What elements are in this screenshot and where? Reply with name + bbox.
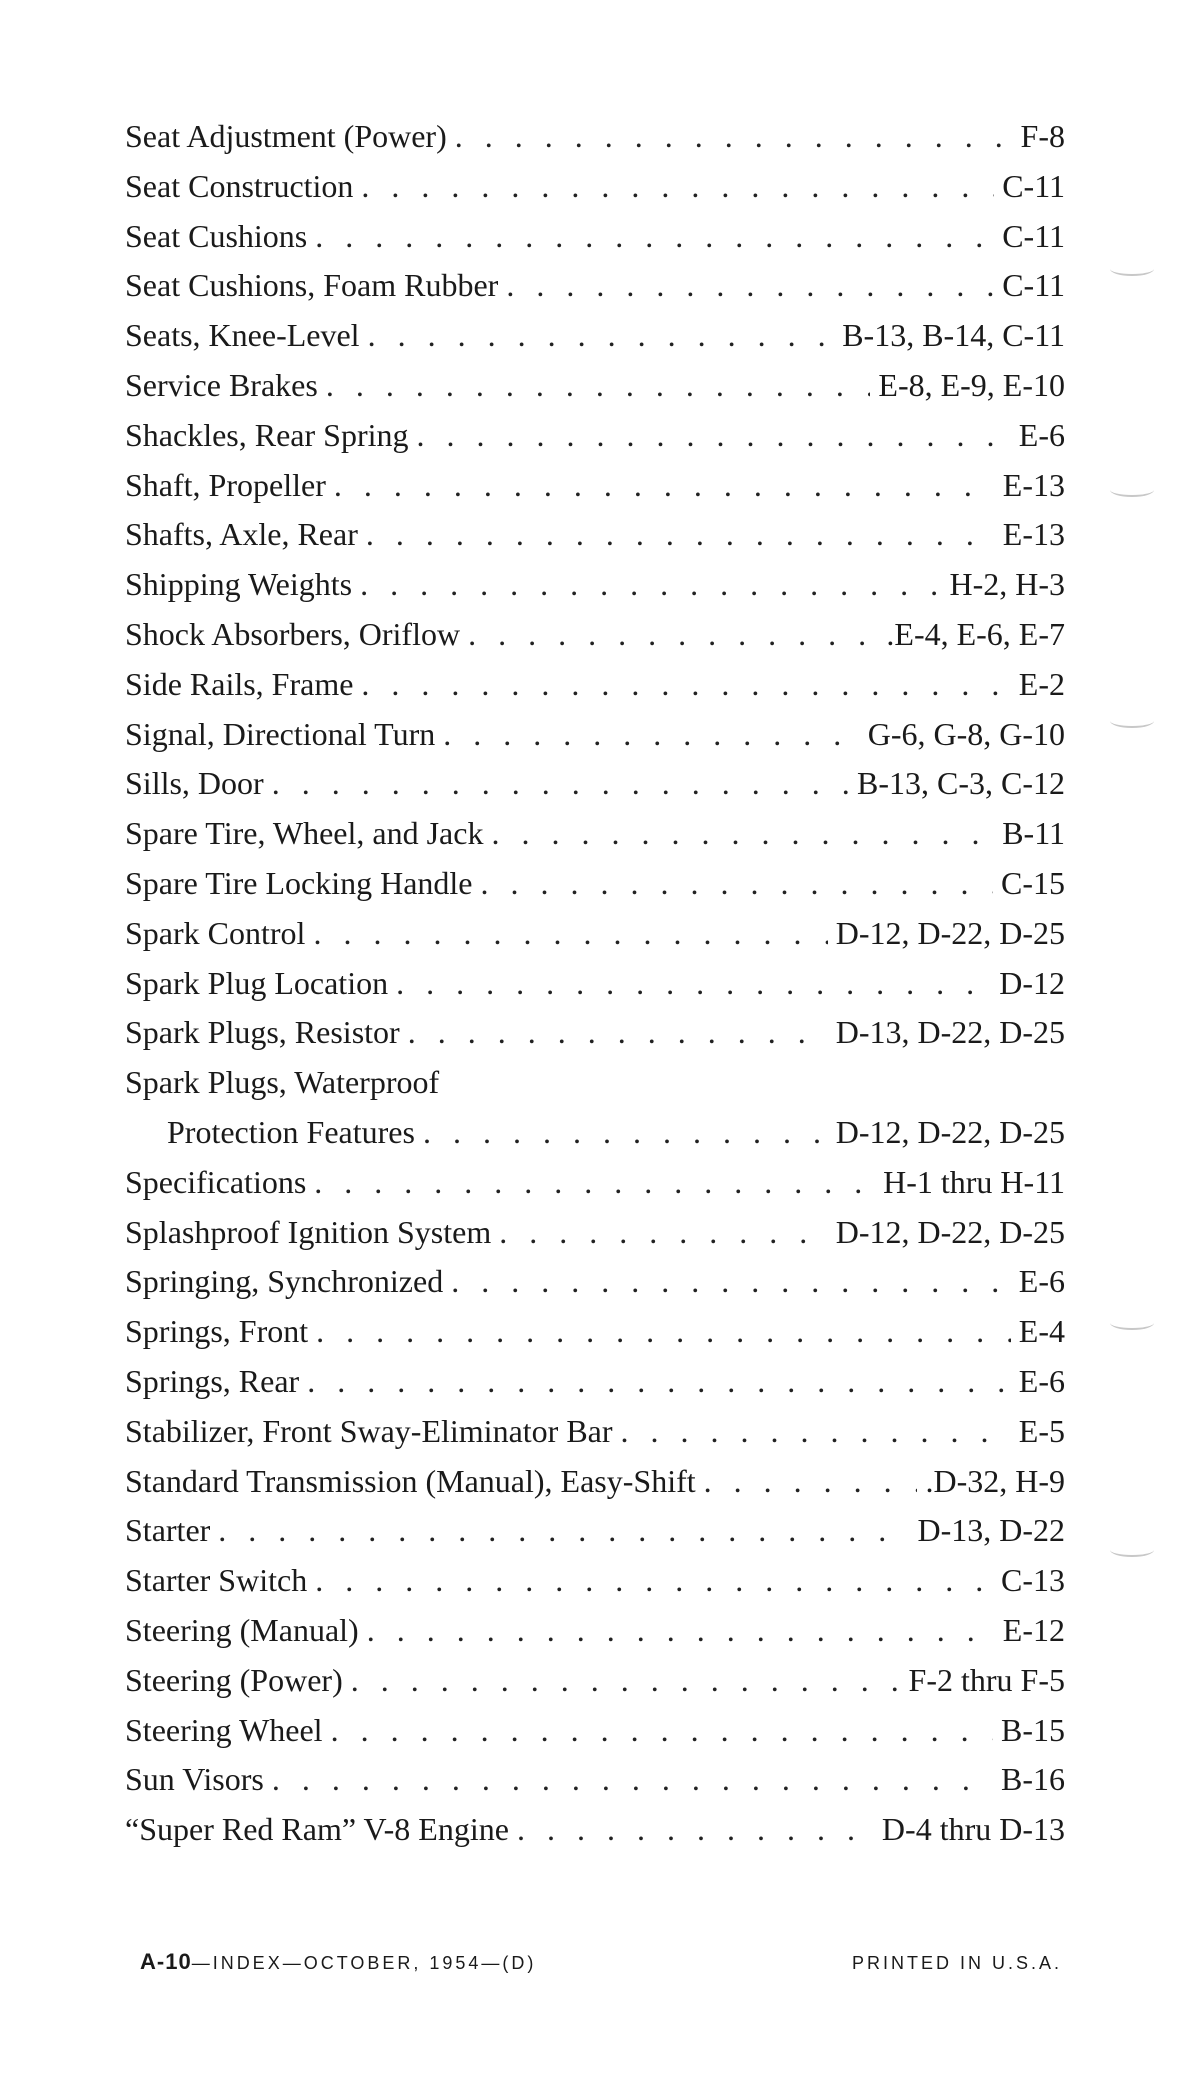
entry-page-ref: C-11	[1002, 217, 1065, 254]
entry-page-ref: D-4 thru D-13	[881, 1811, 1065, 1848]
footer-printed-in: PRINTED IN U.S.A.	[851, 1953, 1062, 1973]
entry-term: Sills, Door	[125, 765, 264, 802]
entry-term: Springing, Synchronized	[125, 1263, 444, 1300]
footer-page-number: A-10	[140, 1949, 192, 1974]
index-entry	[125, 1556, 1065, 1606]
index-entry	[125, 510, 1065, 560]
index-entry	[125, 212, 1065, 262]
dot-leader	[491, 809, 994, 859]
entry-term: Shackles, Rear Spring	[125, 416, 409, 453]
entry-page-ref: H-2, H-3	[949, 566, 1065, 603]
entry-page-ref: D-13, D-22	[917, 1512, 1065, 1549]
entry-term: Steering Wheel	[125, 1711, 323, 1748]
dot-leader	[517, 1805, 874, 1855]
index-entry	[125, 1407, 1065, 1457]
dot-leader	[423, 1108, 828, 1158]
dot-leader	[315, 212, 994, 262]
index-entry	[125, 1755, 1065, 1805]
entry-page-ref: C-13	[1001, 1562, 1065, 1599]
dot-leader	[481, 859, 994, 909]
entry-page-ref: B-13, C-3, C-12	[857, 765, 1065, 802]
index-entries	[125, 112, 1065, 1855]
dot-leader	[314, 1158, 875, 1208]
dot-leader	[315, 1556, 993, 1606]
edge-tab-mark	[1110, 262, 1154, 276]
dot-leader	[417, 411, 1011, 461]
entry-term: Spark Control	[125, 914, 306, 951]
entry-term: Shipping Weights	[125, 566, 353, 603]
entry-page-ref: E-12	[1002, 1611, 1065, 1648]
edge-tab-mark	[1110, 1316, 1154, 1330]
entry-page-ref: E-6	[1018, 1263, 1065, 1300]
dot-leader	[313, 909, 827, 959]
dot-leader	[499, 1208, 827, 1258]
entry-term: Splashproof Ignition System	[125, 1213, 492, 1250]
index-entry	[125, 1208, 1065, 1258]
index-entry	[125, 1606, 1065, 1656]
entry-term: Protection Features	[167, 1113, 415, 1150]
entry-page-ref: .D-32, H-9	[925, 1462, 1065, 1499]
dot-leader	[408, 1008, 828, 1058]
entry-term: Spare Tire, Wheel, and Jack	[125, 815, 484, 852]
entry-page-ref: E-4	[1018, 1313, 1065, 1350]
index-entry	[125, 112, 1065, 162]
entry-page-ref: B-16	[1001, 1761, 1065, 1798]
dot-leader	[326, 361, 871, 411]
entry-term: Specifications	[125, 1163, 307, 1200]
entry-term: Service Brakes	[125, 366, 318, 403]
entry-term: Shafts, Axle, Rear	[125, 516, 358, 553]
index-entry	[125, 909, 1065, 959]
entry-term: Spark Plugs, Resistor	[125, 1014, 400, 1051]
edge-tab-mark	[1110, 483, 1154, 497]
index-entry	[125, 959, 1065, 1009]
entry-page-ref: D-12, D-22, D-25	[835, 1113, 1065, 1150]
dot-leader	[396, 959, 991, 1009]
page-footer	[140, 1949, 1062, 1975]
entry-term: Spark Plugs, Waterproof	[125, 1064, 440, 1101]
entry-term: Side Rails, Frame	[125, 665, 354, 702]
index-entry	[125, 859, 1065, 909]
dot-leader	[367, 1606, 995, 1656]
entry-term: Seat Cushions, Foam Rubber	[125, 267, 499, 304]
entry-page-ref: B-13, B-14, C-11	[842, 317, 1065, 354]
entry-page-ref: B-15	[1001, 1711, 1065, 1748]
entry-page-ref: E-5	[1018, 1412, 1065, 1449]
index-entry	[125, 1257, 1065, 1307]
entry-page-ref: C-11	[1002, 267, 1065, 304]
dot-leader	[331, 1706, 993, 1756]
dot-leader	[218, 1506, 909, 1556]
entry-term: Springs, Rear	[125, 1362, 300, 1399]
index-entry	[125, 809, 1065, 859]
dot-leader	[334, 461, 995, 511]
entry-page-ref: G-6, G-8, G-10	[867, 715, 1065, 752]
index-entry	[125, 361, 1065, 411]
entry-page-ref: C-15	[1001, 864, 1065, 901]
index-entry	[125, 311, 1065, 361]
footer-left	[140, 1949, 536, 1975]
dot-leader	[361, 660, 1010, 710]
footer-section-date: —INDEX—OCTOBER, 1954—(D)	[191, 1953, 537, 1973]
entry-page-ref: F-2 thru F-5	[908, 1661, 1065, 1698]
entry-page-ref: D-12, D-22, D-25	[835, 914, 1065, 951]
index-entry	[125, 710, 1065, 760]
index-entry	[125, 1656, 1065, 1706]
index-entry	[125, 1307, 1065, 1357]
entry-term: Shaft, Propeller	[125, 466, 326, 503]
dot-leader	[443, 710, 859, 760]
edge-tab-mark	[1110, 1543, 1154, 1557]
entry-page-ref: E-2	[1018, 665, 1065, 702]
entry-page-ref: E-8, E-9, E-10	[878, 366, 1065, 403]
entry-page-ref: C-11	[1002, 167, 1065, 204]
index-entry	[125, 261, 1065, 311]
entry-term: Shock Absorbers, Oriflow	[125, 615, 461, 652]
entry-term: Steering (Manual)	[125, 1611, 359, 1648]
entry-term: Standard Transmission (Manual), Easy-Shift	[125, 1462, 696, 1499]
entry-term: Stabilizer, Front Sway-Eliminator Bar	[125, 1412, 613, 1449]
index-entry	[125, 560, 1065, 610]
entry-page-ref: B-11	[1002, 815, 1065, 852]
entry-page-ref: .E-4, E-6, E-7	[886, 615, 1065, 652]
index-entry	[125, 411, 1065, 461]
dot-leader	[316, 1307, 1011, 1357]
entry-term: Spare Tire Locking Handle	[125, 864, 473, 901]
index-entry	[125, 660, 1065, 710]
index-entry	[125, 461, 1065, 511]
dot-leader	[366, 510, 995, 560]
index-entry	[125, 1357, 1065, 1407]
entry-page-ref: D-12	[999, 964, 1065, 1001]
dot-leader	[272, 1755, 993, 1805]
entry-page-ref: D-12, D-22, D-25	[835, 1213, 1065, 1250]
entry-page-ref: E-13	[1002, 516, 1065, 553]
index-entry	[125, 1108, 1065, 1158]
dot-leader	[621, 1407, 1011, 1457]
dot-leader	[368, 311, 835, 361]
entry-term: Seats, Knee-Level	[125, 317, 360, 354]
entry-term: Sun Visors	[125, 1761, 264, 1798]
index-entry	[125, 610, 1065, 660]
dot-leader	[455, 112, 1013, 162]
entry-term: Steering (Power)	[125, 1661, 343, 1698]
dot-leader	[468, 610, 878, 660]
entry-term: Starter Switch	[125, 1562, 308, 1599]
dot-leader	[361, 162, 994, 212]
dot-leader	[506, 261, 994, 311]
dot-leader	[360, 560, 941, 610]
index-entry	[125, 759, 1065, 809]
dot-leader	[272, 759, 849, 809]
entry-term: Signal, Directional Turn	[125, 715, 436, 752]
entry-term: Seat Cushions	[125, 217, 308, 254]
entry-term: “Super Red Ram” V-8 Engine	[125, 1811, 509, 1848]
index-entry	[125, 1158, 1065, 1208]
entry-page-ref: D-13, D-22, D-25	[835, 1014, 1065, 1051]
entry-term: Seat Construction	[125, 167, 354, 204]
index-entry	[125, 1457, 1065, 1507]
entry-page-ref: F-8	[1020, 118, 1065, 154]
edge-tab-mark	[1110, 714, 1154, 728]
index-entry	[125, 1058, 1065, 1108]
dot-leader	[307, 1357, 1011, 1407]
entry-page-ref: E-6	[1018, 1362, 1065, 1399]
entry-term: Spark Plug Location	[125, 964, 389, 1001]
index-entry	[125, 1805, 1065, 1855]
dot-leader	[704, 1457, 918, 1507]
entry-term: Springs, Front	[125, 1313, 309, 1350]
entry-page-ref: H-1 thru H-11	[883, 1163, 1065, 1200]
entry-page-ref: E-6	[1018, 416, 1065, 453]
entry-term: Seat Adjustment (Power)	[125, 118, 447, 154]
index-entry	[125, 162, 1065, 212]
dot-leader	[451, 1257, 1011, 1307]
dot-leader	[351, 1656, 901, 1706]
index-entry	[125, 1008, 1065, 1058]
index-entry	[125, 1506, 1065, 1556]
index-entry	[125, 1706, 1065, 1756]
entry-page-ref: E-13	[1002, 466, 1065, 503]
entry-term: Starter	[125, 1512, 211, 1549]
